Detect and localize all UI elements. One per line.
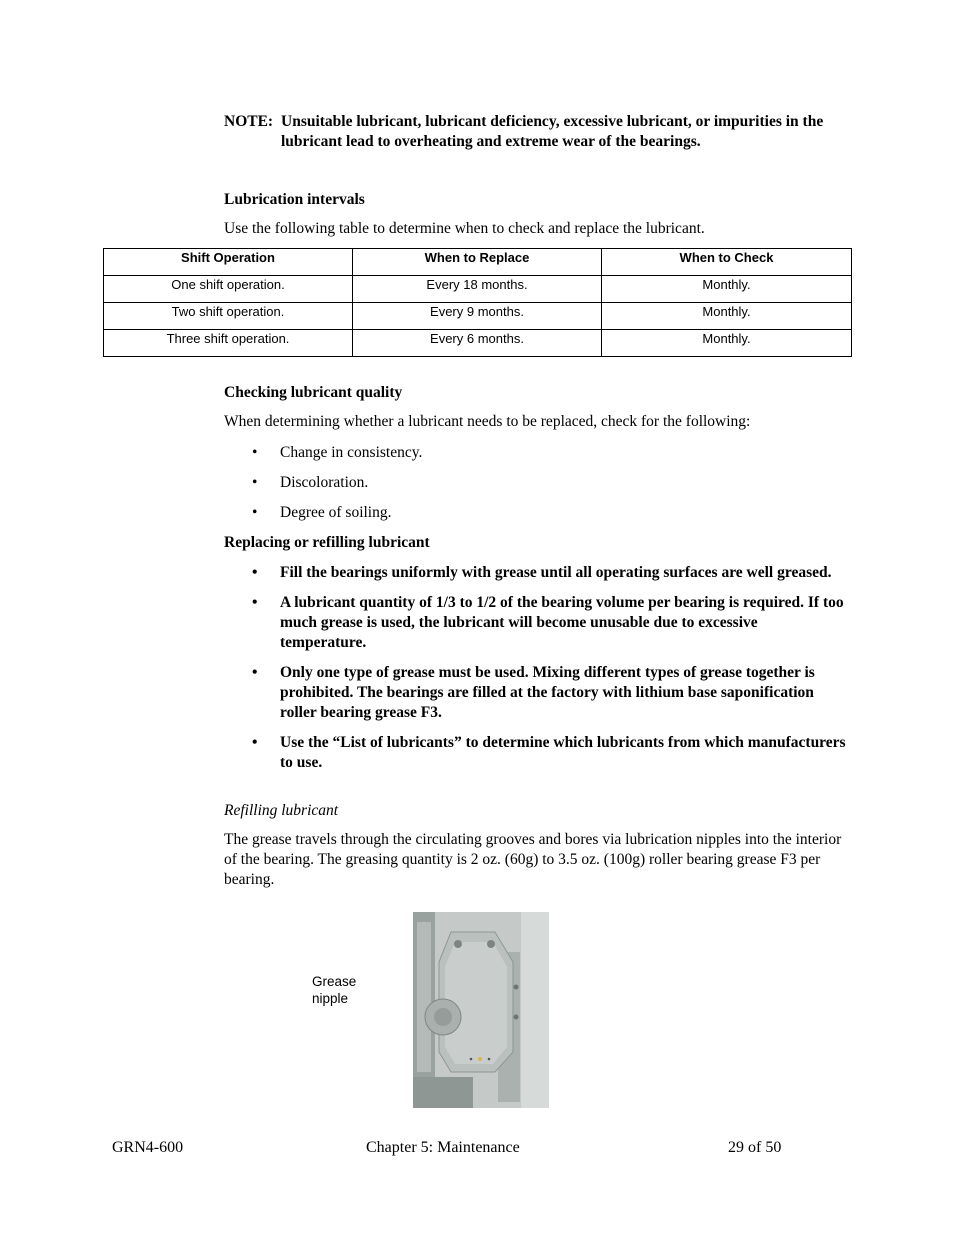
list-item-text: Change in consistency. bbox=[280, 444, 423, 461]
list-item bbox=[224, 663, 846, 723]
intervals-heading: Lubrication intervals bbox=[224, 191, 365, 208]
replacing-bullet-list bbox=[224, 563, 846, 773]
table-cell: Monthly. bbox=[602, 276, 852, 303]
note bbox=[224, 112, 854, 152]
replacing-heading: Replacing or refilling lubricant bbox=[224, 534, 430, 551]
bullet-icon: • bbox=[252, 474, 258, 491]
table-cell: Every 9 months. bbox=[353, 303, 602, 330]
intervals-intro: Use the following table to determine when to check and replace the lubricant. bbox=[224, 220, 705, 237]
refilling-heading: Refilling lubricant bbox=[224, 802, 339, 819]
column-header: When to Check bbox=[602, 249, 852, 276]
bearing-photo bbox=[413, 912, 549, 1108]
list-item bbox=[224, 563, 846, 583]
table-row bbox=[104, 330, 852, 357]
note-label: NOTE: bbox=[224, 113, 274, 130]
table-header-row bbox=[104, 249, 852, 276]
table-cell: Every 18 months. bbox=[353, 276, 602, 303]
list-item-text: Discoloration. bbox=[280, 474, 369, 491]
list-item bbox=[224, 443, 844, 463]
table-cell: One shift operation. bbox=[104, 276, 353, 303]
quality-intro: When determining whether a lubricant needs to be replaced, check for the following: bbox=[224, 413, 751, 430]
table-cell: Three shift operation. bbox=[104, 330, 353, 357]
footer-chapter: Chapter 5: Maintenance bbox=[366, 1139, 520, 1156]
table-cell: Monthly. bbox=[602, 330, 852, 357]
bearing-illustration bbox=[413, 912, 549, 1108]
lubrication-intervals-table bbox=[103, 248, 852, 357]
bullet-icon: • bbox=[252, 444, 258, 461]
quality-heading: Checking lubricant quality bbox=[224, 384, 403, 401]
list-item-text: Use the “List of lubricants” to determine which lubricants from which manufacturers to use. bbox=[280, 734, 846, 771]
table-cell: Every 6 months. bbox=[353, 330, 602, 357]
bullet-icon: • bbox=[252, 504, 258, 521]
list-item bbox=[224, 733, 846, 773]
list-item bbox=[224, 593, 846, 653]
list-item-text: Degree of soiling. bbox=[280, 504, 392, 521]
column-header: Shift Operation bbox=[104, 249, 353, 276]
footer-page-number: 29 of 50 bbox=[728, 1139, 782, 1156]
column-header: When to Replace bbox=[353, 249, 602, 276]
list-item bbox=[224, 473, 844, 493]
bullet-icon: • bbox=[252, 664, 258, 681]
table-row bbox=[104, 303, 852, 330]
footer-document-id: GRN4-600 bbox=[112, 1139, 184, 1156]
list-item bbox=[224, 503, 844, 523]
list-item-text: Only one type of grease must be used. Mixing different types of grease together is prohibited. The bearings are filled at the factory with lithium base saponification roller bearing grease F3. bbox=[280, 664, 815, 721]
note-text: Unsuitable lubricant, lubricant deficiency, excessive lubricant, or impurities in the lubricant lead to overheating and extreme wear of the bearings. bbox=[281, 113, 824, 150]
list-item-text: Fill the bearings uniformly with grease until all operating surfaces are well greased. bbox=[280, 564, 832, 581]
table-row bbox=[104, 276, 852, 303]
bullet-icon: • bbox=[252, 734, 258, 751]
bullet-icon: • bbox=[252, 564, 258, 581]
table-cell: Two shift operation. bbox=[104, 303, 353, 330]
table-cell: Monthly. bbox=[602, 303, 852, 330]
figure-caption: Grease nipple bbox=[312, 974, 357, 1006]
refilling-text: The grease travels through the circulating grooves and bores via lubrication nipples into the interior of the bearing. The greasing quantity is 2 oz. (60g) to 3.5 oz. (100g) roller bearing grease F3 per bearing. bbox=[224, 831, 842, 888]
quality-bullet-list bbox=[224, 443, 844, 523]
bullet-icon: • bbox=[252, 594, 258, 611]
list-item-text: A lubricant quantity of 1/3 to 1/2 of the bearing volume per bearing is required. If too much grease is used, the lubricant will become unusable due to excessive temperature. bbox=[280, 594, 844, 651]
